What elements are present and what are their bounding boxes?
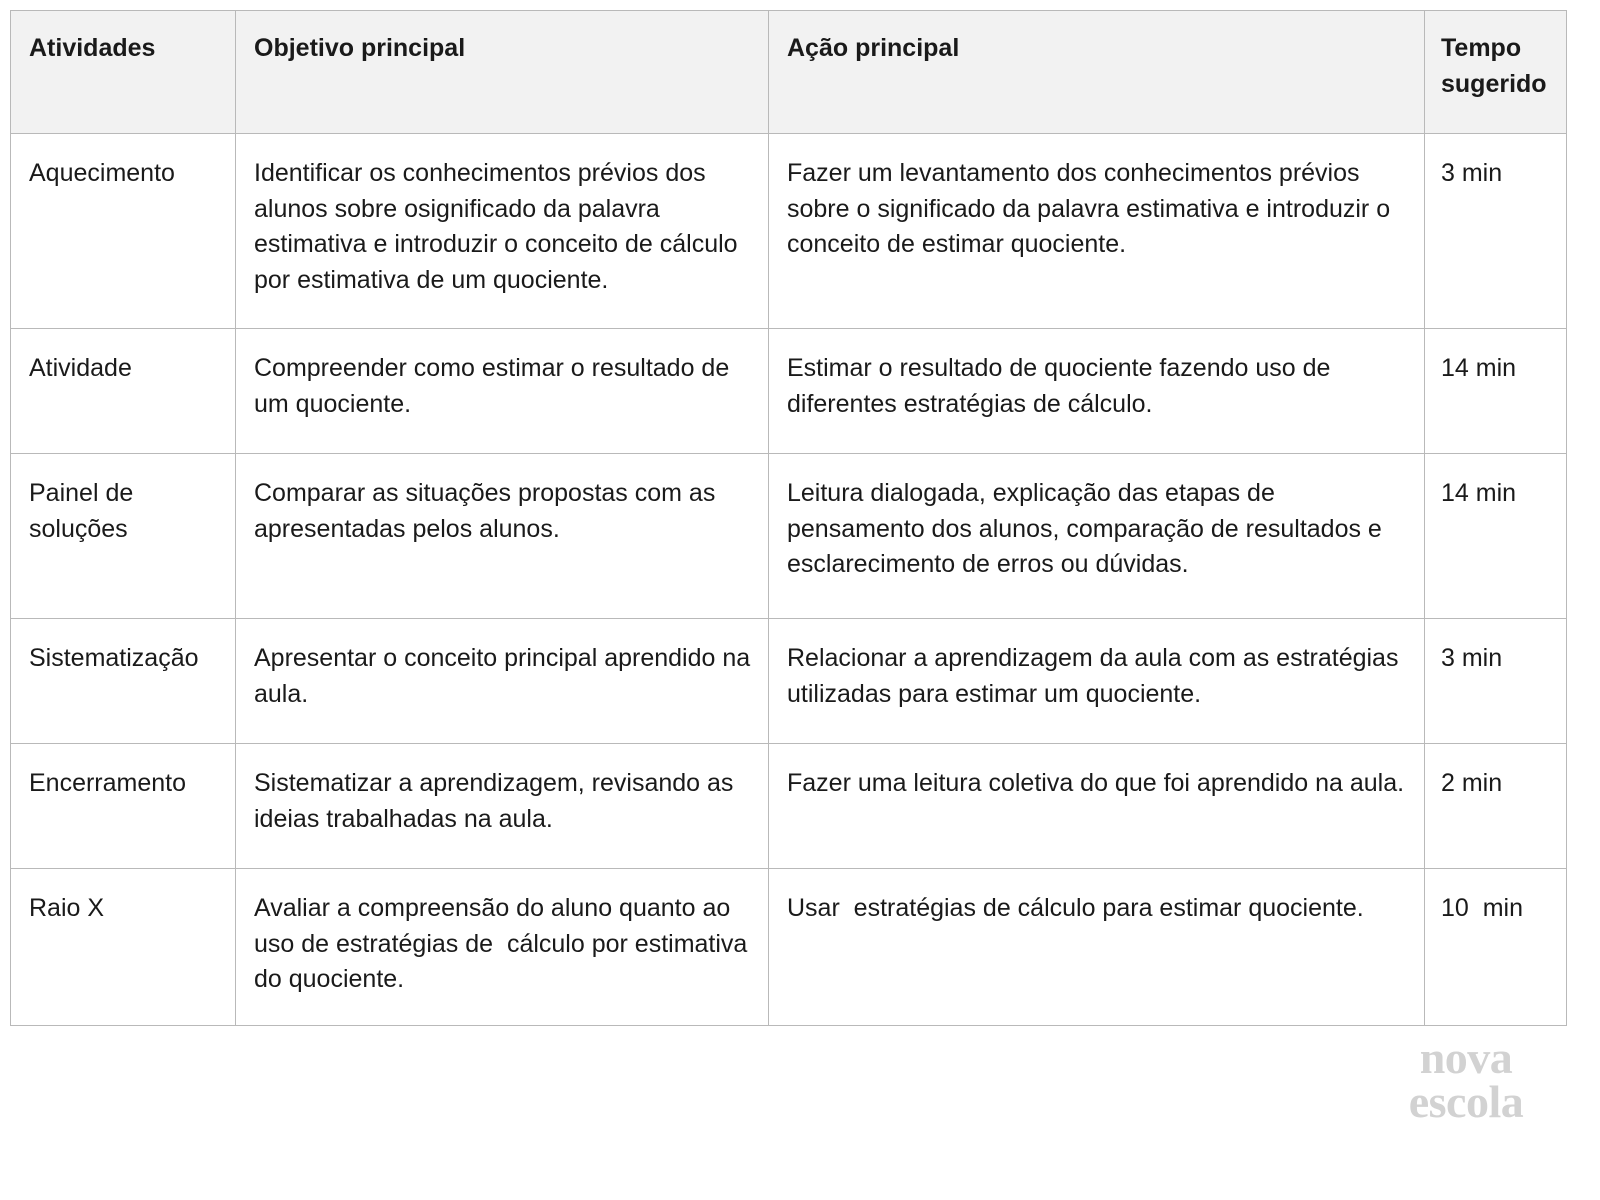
cell-tempo: 10 min	[1425, 869, 1567, 1026]
cell-acao: Estimar o resultado de quociente fazendo uso de diferentes estratégias de cálculo.	[769, 329, 1425, 454]
column-header-acao-principal: Ação principal	[769, 11, 1425, 134]
logo-line-nova: nova	[1419, 1032, 1513, 1083]
cell-acao: Fazer uma leitura coletiva do que foi aprendido na aula.	[769, 744, 1425, 869]
cell-tempo: 14 min	[1425, 454, 1567, 619]
nova-escola-logo	[1366, 1032, 1566, 1127]
table-row	[11, 134, 1567, 329]
table-header-row	[11, 11, 1567, 134]
table-body	[11, 134, 1567, 1026]
cell-acao: Leitura dialogada, explicação das etapas de pensamento dos alunos, comparação de resultados e esclarecimento de erros ou dúvidas.	[769, 454, 1425, 619]
cell-atividade: Sistematização	[11, 619, 236, 744]
table-row	[11, 619, 1567, 744]
table-row	[11, 454, 1567, 619]
logo-line-escola: escola	[1408, 1075, 1524, 1127]
cell-atividade: Atividade	[11, 329, 236, 454]
cell-atividade: Painel de soluções	[11, 454, 236, 619]
column-header-objetivo-principal: Objetivo principal	[236, 11, 769, 134]
lesson-plan-table	[10, 10, 1567, 1026]
cell-objetivo: Avaliar a compreensão do aluno quanto ao uso de estratégias de cálculo por estimativa do quociente.	[236, 869, 769, 1026]
cell-atividade: Encerramento	[11, 744, 236, 869]
table-header	[11, 11, 1567, 134]
cell-objetivo: Comparar as situações propostas com as apresentadas pelos alunos.	[236, 454, 769, 619]
column-header-tempo-sugerido: Tempo sugerido	[1425, 11, 1567, 134]
table-row	[11, 329, 1567, 454]
column-header-atividades: Atividades	[11, 11, 236, 134]
cell-acao: Fazer um levantamento dos conhecimentos prévios sobre o significado da palavra estimativa e introduzir o conceito de estimar quociente.	[769, 134, 1425, 329]
cell-objetivo: Apresentar o conceito principal aprendido na aula.	[236, 619, 769, 744]
cell-tempo: 2 min	[1425, 744, 1567, 869]
cell-atividade: Aquecimento	[11, 134, 236, 329]
cell-acao: Relacionar a aprendizagem da aula com as estratégias utilizadas para estimar um quociente.	[769, 619, 1425, 744]
cell-acao: Usar estratégias de cálculo para estimar quociente.	[769, 869, 1425, 1026]
table-row	[11, 869, 1567, 1026]
cell-objetivo: Compreender como estimar o resultado de um quociente.	[236, 329, 769, 454]
cell-objetivo: Sistematizar a aprendizagem, revisando as ideias trabalhadas na aula.	[236, 744, 769, 869]
cell-atividade: Raio X	[11, 869, 236, 1026]
table-row	[11, 744, 1567, 869]
cell-tempo: 3 min	[1425, 134, 1567, 329]
cell-tempo: 14 min	[1425, 329, 1567, 454]
cell-objetivo: Identificar os conhecimentos prévios dos alunos sobre osignificado da palavra estimativa e introduzir o conceito de cálculo por estimativa de um quociente.	[236, 134, 769, 329]
cell-tempo: 3 min	[1425, 619, 1567, 744]
